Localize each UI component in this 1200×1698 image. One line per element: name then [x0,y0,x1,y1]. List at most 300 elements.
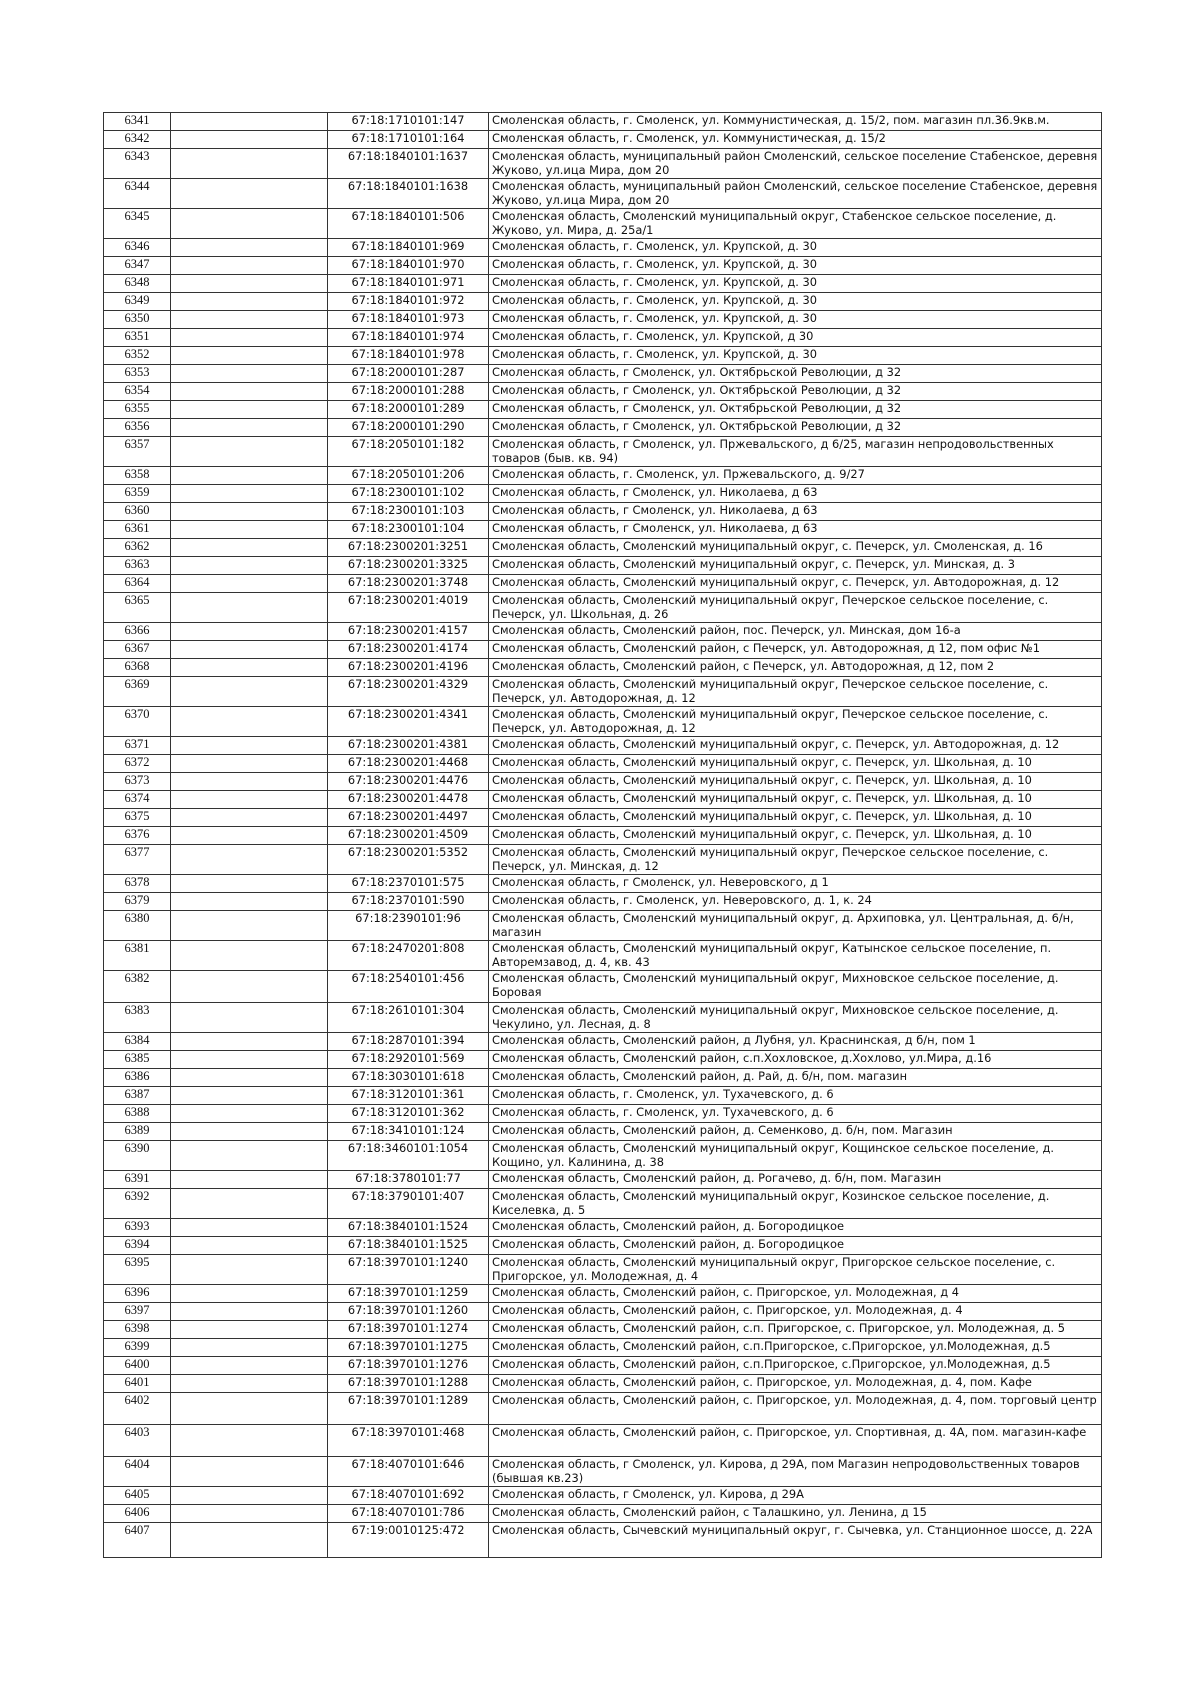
row-number: 6361 [104,521,171,539]
row-number: 6380 [104,911,171,941]
address: Смоленская область, г. Смоленск, ул. Тухачевского, д. 6 [489,1105,1102,1123]
empty-cell [171,179,328,209]
row-number: 6346 [104,239,171,257]
address: Смоленская область, г. Смоленск, ул. Пржевальского, д. 9/27 [489,467,1102,485]
address: Смоленская область, г. Смоленск, ул. Неверовского, д. 1, к. 24 [489,893,1102,911]
cadastral-number: 67:18:2300201:4157 [328,623,489,641]
cadastral-number: 67:18:2300201:4019 [328,593,489,623]
table-row [104,1457,1102,1487]
cadastral-number: 67:18:3970101:468 [328,1425,489,1457]
empty-cell [171,1425,328,1457]
empty-cell [171,467,328,485]
row-number: 6367 [104,641,171,659]
empty-cell [171,1321,328,1339]
table-row [104,257,1102,275]
row-number: 6357 [104,437,171,467]
table-row [104,1123,1102,1141]
cadastral-number: 67:18:2300201:4341 [328,707,489,737]
empty-cell [171,575,328,593]
empty-cell [171,485,328,503]
table-row [104,911,1102,941]
empty-cell [171,659,328,677]
table-row [104,845,1102,875]
empty-cell [171,293,328,311]
table-row [104,893,1102,911]
empty-cell [171,791,328,809]
row-number: 6376 [104,827,171,845]
empty-cell [171,1487,328,1505]
table-row [104,383,1102,401]
empty-cell [171,1051,328,1069]
row-number: 6343 [104,149,171,179]
address: Смоленская область, г. Смоленск, ул. Крупской, д. 30 [489,257,1102,275]
cadastral-number: 67:18:2000101:287 [328,365,489,383]
table-row [104,1393,1102,1425]
table-row [104,557,1102,575]
cadastral-number: 67:18:2300201:3325 [328,557,489,575]
table-row [104,623,1102,641]
table-row [104,1219,1102,1237]
address: Смоленская область, Смоленский муниципальный округ, д. Архиповка, ул. Центральная, д. 6/н, магазин [489,911,1102,941]
address: Смоленская область, Смоленский муниципальный округ, Печерское сельское поселение, с. Печерск, ул. Минская, д. 12 [489,845,1102,875]
row-number: 6348 [104,275,171,293]
row-number: 6355 [104,401,171,419]
cadastral-number: 67:18:2050101:206 [328,467,489,485]
cadastral-number: 67:18:4070101:786 [328,1505,489,1523]
row-number: 6360 [104,503,171,521]
cadastral-number: 67:18:2610101:304 [328,1003,489,1033]
address: Смоленская область, г Смоленск, ул. Октябрьской Революции, д 32 [489,383,1102,401]
table-row [104,1321,1102,1339]
address: Смоленская область, г Смоленск, ул. Октябрьской Революции, д 32 [489,365,1102,383]
empty-cell [171,737,328,755]
address: Смоленская область, г. Смоленск, ул. Крупской, д. 30 [489,311,1102,329]
cadastral-number: 67:18:3120101:361 [328,1087,489,1105]
row-number: 6358 [104,467,171,485]
cadastral-number: 67:18:2300201:5352 [328,845,489,875]
address: Смоленская область, Смоленский муниципальный округ, с. Печерск, ул. Школьная, д. 10 [489,773,1102,791]
table-row [104,659,1102,677]
empty-cell [171,809,328,827]
table-row [104,1237,1102,1255]
cadastral-number: 67:18:1840101:973 [328,311,489,329]
address: Смоленская область, Смоленский район, с. Пригорское, ул. Спортивная, д. 4А, пом. магазин-кафе [489,1425,1102,1457]
row-number: 6403 [104,1425,171,1457]
address: Смоленская область, Смоленский муниципальный округ, с. Печерск, ул. Смоленская, д. 16 [489,539,1102,557]
row-number: 6364 [104,575,171,593]
empty-cell [171,257,328,275]
empty-cell [171,1237,328,1255]
address: Смоленская область, Смоленский район, с.п.Пригорское, с.Пригорское, ул.Молодежная, д.5 [489,1357,1102,1375]
table-row [104,401,1102,419]
cadastral-number: 67:18:2300201:4478 [328,791,489,809]
cadastral-number: 67:18:4070101:646 [328,1457,489,1487]
address: Смоленская область, Сычевский муниципальный округ, г. Сычевка, ул. Станционное шоссе, д. 22А [489,1523,1102,1558]
empty-cell [171,623,328,641]
row-number: 6378 [104,875,171,893]
table-row [104,677,1102,707]
cadastral-number: 67:18:3970101:1289 [328,1393,489,1425]
table-row [104,737,1102,755]
address: Смоленская область, г Смоленск, ул. Николаева, д 63 [489,503,1102,521]
table-row [104,1303,1102,1321]
empty-cell [171,1505,328,1523]
address: Смоленская область, Смоленский муниципальный округ, Катынское сельское поселение, п. Авторемзавод, д. 4, кв. 43 [489,941,1102,971]
address: Смоленская область, г. Смоленск, ул. Коммунистическая, д. 15/2 [489,131,1102,149]
address: Смоленская область, г Смоленск, ул. Николаева, д 63 [489,521,1102,539]
table-row [104,1105,1102,1123]
empty-cell [171,365,328,383]
empty-cell [171,1123,328,1141]
row-number: 6398 [104,1321,171,1339]
address: Смоленская область, Смоленский муниципальный округ, с. Печерск, ул. Минская, д. 3 [489,557,1102,575]
table-row [104,707,1102,737]
empty-cell [171,503,328,521]
cadastral-number: 67:18:2050101:182 [328,437,489,467]
address: Смоленская область, Смоленский район, пос. Печерск, ул. Минская, дом 16-а [489,623,1102,641]
cadastral-number: 67:18:2300201:4497 [328,809,489,827]
cadastral-number: 67:18:1840101:974 [328,329,489,347]
empty-cell [171,1375,328,1393]
table-row [104,1357,1102,1375]
empty-cell [171,239,328,257]
empty-cell [171,707,328,737]
table-row [104,467,1102,485]
address: Смоленская область, Смоленский муниципальный округ, Стабенское сельское поселение, д. Жуково, ул. Мира, д. 25а/1 [489,209,1102,239]
row-number: 6387 [104,1087,171,1105]
address: Смоленская область, Смоленский район, с Талашкино, ул. Ленина, д 15 [489,1505,1102,1523]
empty-cell [171,311,328,329]
cadastral-number: 67:19:0010125:472 [328,1523,489,1558]
table-row [104,941,1102,971]
address: Смоленская область, Смоленский район, д. Богородицкое [489,1237,1102,1255]
address: Смоленская область, г Смоленск, ул. Николаева, д 63 [489,485,1102,503]
empty-cell [171,113,328,131]
row-number: 6385 [104,1051,171,1069]
cadastral-number: 67:18:3840101:1524 [328,1219,489,1237]
row-number: 6356 [104,419,171,437]
address: Смоленская область, Смоленский район, с. Пригорское, ул. Молодежная, д. 4, пом. Кафе [489,1375,1102,1393]
table-row [104,1069,1102,1087]
table-row [104,419,1102,437]
cadastral-number: 67:18:2000101:289 [328,401,489,419]
table-row [104,347,1102,365]
row-number: 6342 [104,131,171,149]
cadastral-number: 67:18:2300201:3251 [328,539,489,557]
row-number: 6389 [104,1123,171,1141]
address: Смоленская область, Смоленский район, с.п.Пригорское, с.Пригорское, ул.Молодежная, д.5 [489,1339,1102,1357]
address: Смоленская область, Смоленский район, с. Пригорское, ул. Молодежная, д. 4 [489,1303,1102,1321]
table-row [104,131,1102,149]
empty-cell [171,1285,328,1303]
empty-cell [171,677,328,707]
cadastral-number: 67:18:3120101:362 [328,1105,489,1123]
table-row [104,1487,1102,1505]
empty-cell [171,131,328,149]
row-number: 6400 [104,1357,171,1375]
table-row [104,1375,1102,1393]
row-number: 6402 [104,1393,171,1425]
row-number: 6388 [104,1105,171,1123]
table-row [104,149,1102,179]
cadastral-number: 67:18:3970101:1276 [328,1357,489,1375]
table-row [104,875,1102,893]
cadastral-number: 67:18:1840101:970 [328,257,489,275]
cadastral-number: 67:18:2300201:4468 [328,755,489,773]
table-row [104,365,1102,383]
table-row [104,539,1102,557]
table-row [104,1141,1102,1171]
address: Смоленская область, Смоленский муниципальный округ, с. Печерск, ул. Автодорожная, д. 12 [489,575,1102,593]
cadastral-number: 67:18:1840101:969 [328,239,489,257]
table-row [104,641,1102,659]
address: Смоленская область, г. Смоленск, ул. Тухачевского, д. 6 [489,1087,1102,1105]
table-row [104,809,1102,827]
row-number: 6384 [104,1033,171,1051]
address: Смоленская область, Смоленский муниципальный округ, Печерское сельское поселение, с. Печерск, ул. Автодорожная, д. 12 [489,707,1102,737]
table-row [104,1087,1102,1105]
cadastral-number: 67:18:2300201:4509 [328,827,489,845]
address: Смоленская область, Смоленский район, д. Рай, д. б/н, пом. магазин [489,1069,1102,1087]
row-number: 6407 [104,1523,171,1558]
address: Смоленская область, Смоленский район, д Лубня, ул. Краснинская, д б/н, пом 1 [489,1033,1102,1051]
table-row [104,521,1102,539]
row-number: 6392 [104,1189,171,1219]
address: Смоленская область, г Смоленск, ул. Пржевальского, д 6/25, магазин непродовольственных товаров (быв. кв. 94) [489,437,1102,467]
address: Смоленская область, Смоленский муниципальный округ, Пригорское сельское поселение, с. Пригорское, ул. Молодежная, д. 4 [489,1255,1102,1285]
row-number: 6377 [104,845,171,875]
address: Смоленская область, Смоленский муниципальный округ, с. Печерск, ул. Школьная, д. 10 [489,791,1102,809]
row-number: 6375 [104,809,171,827]
table-row [104,755,1102,773]
table-row [104,437,1102,467]
address: Смоленская область, муниципальный район Смоленский, сельское поселение Стабенское, деревня Жуково, ул.ица Мира, дом 20 [489,179,1102,209]
row-number: 6368 [104,659,171,677]
cadastral-number: 67:18:2300201:4476 [328,773,489,791]
empty-cell [171,845,328,875]
table-row [104,113,1102,131]
address: Смоленская область, Смоленский муниципальный округ, Михновское сельское поселение, д. Боровая [489,971,1102,1003]
row-number: 6371 [104,737,171,755]
address: Смоленская область, Смоленский муниципальный округ, Печерское сельское поселение, с. Печерск, ул. Школьная, д. 26 [489,593,1102,623]
table-row [104,791,1102,809]
table-row [104,209,1102,239]
row-number: 6352 [104,347,171,365]
row-number: 6344 [104,179,171,209]
row-number: 6399 [104,1339,171,1357]
empty-cell [171,1087,328,1105]
table-row [104,593,1102,623]
address: Смоленская область, Смоленский район, с Печерск, ул. Автодорожная, д 12, пом 2 [489,659,1102,677]
table-row [104,1033,1102,1051]
cadastral-number: 67:18:1840101:506 [328,209,489,239]
row-number: 6350 [104,311,171,329]
empty-cell [171,401,328,419]
row-number: 6397 [104,1303,171,1321]
empty-cell [171,557,328,575]
row-number: 6372 [104,755,171,773]
cadastral-number: 67:18:3790101:407 [328,1189,489,1219]
cadastral-number: 67:18:2920101:569 [328,1051,489,1069]
empty-cell [171,383,328,401]
empty-cell [171,1141,328,1171]
empty-cell [171,1255,328,1285]
table-row [104,773,1102,791]
cadastral-number: 67:18:2300201:3748 [328,575,489,593]
address: Смоленская область, Смоленский муниципальный округ, Печерское сельское поселение, с. Печерск, ул. Автодорожная, д. 12 [489,677,1102,707]
table-row [104,179,1102,209]
cadastral-number: 67:18:1840101:1637 [328,149,489,179]
cadastral-number: 67:18:2870101:394 [328,1033,489,1051]
empty-cell [171,329,328,347]
cadastral-number: 67:18:3030101:618 [328,1069,489,1087]
row-number: 6341 [104,113,171,131]
empty-cell [171,773,328,791]
empty-cell [171,209,328,239]
address: Смоленская область, г Смоленск, ул. Октябрьской Революции, д 32 [489,419,1102,437]
row-number: 6365 [104,593,171,623]
table-row [104,1425,1102,1457]
address: Смоленская область, г. Смоленск, ул. Крупской, д. 30 [489,293,1102,311]
empty-cell [171,911,328,941]
table-row [104,293,1102,311]
cadastral-number: 67:18:2540101:456 [328,971,489,1003]
address: Смоленская область, Смоленский муниципальный округ, Козинское сельское поселение, д. Киселевка, д. 5 [489,1189,1102,1219]
row-number: 6366 [104,623,171,641]
empty-cell [171,1357,328,1375]
empty-cell [171,1003,328,1033]
cadastral-number: 67:18:1840101:1638 [328,179,489,209]
cadastral-number: 67:18:2300101:104 [328,521,489,539]
empty-cell [171,755,328,773]
row-number: 6381 [104,941,171,971]
table-row [104,1051,1102,1069]
registry-rows [104,113,1102,1558]
cadastral-number: 67:18:3970101:1259 [328,1285,489,1303]
row-number: 6396 [104,1285,171,1303]
address: Смоленская область, г. Смоленск, ул. Крупской, д. 30 [489,347,1102,365]
address: Смоленская область, Смоленский район, с. Пригорское, ул. Молодежная, д. 4, пом. торговый центр [489,1393,1102,1425]
row-number: 6405 [104,1487,171,1505]
address: Смоленская область, Смоленский муниципальный округ, Михновское сельское поселение, д. Чекулино, ул. Лесная, д. 8 [489,1003,1102,1033]
table-row [104,311,1102,329]
address: Смоленская область, г. Смоленск, ул. Крупской, д 30 [489,329,1102,347]
cadastral-number: 67:18:1840101:972 [328,293,489,311]
empty-cell [171,1523,328,1558]
row-number: 6386 [104,1069,171,1087]
address: Смоленская область, муниципальный район Смоленский, сельское поселение Стабенское, деревня Жуково, ул.ица Мира, дом 20 [489,149,1102,179]
cadastral-number: 67:18:2390101:96 [328,911,489,941]
cadastral-number: 67:18:2300101:102 [328,485,489,503]
row-number: 6354 [104,383,171,401]
table-row [104,1189,1102,1219]
table-row [104,503,1102,521]
row-number: 6390 [104,1141,171,1171]
row-number: 6394 [104,1237,171,1255]
address: Смоленская область, г Смоленск, ул. Неверовского, д 1 [489,875,1102,893]
row-number: 6382 [104,971,171,1003]
row-number: 6353 [104,365,171,383]
cadastral-number: 67:18:3410101:124 [328,1123,489,1141]
row-number: 6373 [104,773,171,791]
address: Смоленская область, г. Смоленск, ул. Крупской, д. 30 [489,275,1102,293]
cadastral-number: 67:18:2000101:290 [328,419,489,437]
table-row [104,1003,1102,1033]
row-number: 6395 [104,1255,171,1285]
cadastral-number: 67:18:2470201:808 [328,941,489,971]
row-number: 6406 [104,1505,171,1523]
row-number: 6349 [104,293,171,311]
cadastral-number: 67:18:1710101:164 [328,131,489,149]
cadastral-number: 67:18:2370101:590 [328,893,489,911]
empty-cell [171,593,328,623]
address: Смоленская область, Смоленский район, с.п.Хохловское, д.Хохлово, ул.Мира, д.16 [489,1051,1102,1069]
table-row [104,575,1102,593]
row-number: 6369 [104,677,171,707]
empty-cell [171,1069,328,1087]
row-number: 6393 [104,1219,171,1237]
row-number: 6363 [104,557,171,575]
empty-cell [171,539,328,557]
empty-cell [171,641,328,659]
address: Смоленская область, Смоленский район, д. Богородицкое [489,1219,1102,1237]
empty-cell [171,1219,328,1237]
row-number: 6391 [104,1171,171,1189]
table-row [104,1339,1102,1357]
cadastral-number: 67:18:3970101:1240 [328,1255,489,1285]
empty-cell [171,1303,328,1321]
address: Смоленская область, Смоленский муниципальный округ, с. Печерск, ул. Школьная, д. 10 [489,755,1102,773]
empty-cell [171,275,328,293]
cadastral-number: 67:18:2300201:4381 [328,737,489,755]
empty-cell [171,437,328,467]
cadastral-number: 67:18:3970101:1275 [328,1339,489,1357]
cadastral-number: 67:18:3970101:1274 [328,1321,489,1339]
empty-cell [171,347,328,365]
table-row [104,275,1102,293]
row-number: 6401 [104,1375,171,1393]
cadastral-number: 67:18:2000101:288 [328,383,489,401]
table-row [104,329,1102,347]
cadastral-number: 67:18:3780101:77 [328,1171,489,1189]
address: Смоленская область, Смоленский район, с Печерск, ул. Автодорожная, д 12, пом офис №1 [489,641,1102,659]
cadastral-number: 67:18:1710101:147 [328,113,489,131]
address: Смоленская область, Смоленский район, д. Рогачево, д. б/н, пом. Магазин [489,1171,1102,1189]
empty-cell [171,827,328,845]
table-row [104,1505,1102,1523]
empty-cell [171,1339,328,1357]
table-row [104,827,1102,845]
empty-cell [171,1457,328,1487]
row-number: 6347 [104,257,171,275]
address: Смоленская область, г Смоленск, ул. Октябрьской Революции, д 32 [489,401,1102,419]
empty-cell [171,875,328,893]
row-number: 6362 [104,539,171,557]
row-number: 6351 [104,329,171,347]
row-number: 6370 [104,707,171,737]
cadastral-number: 67:18:2300201:4174 [328,641,489,659]
cadastral-number: 67:18:2370101:575 [328,875,489,893]
cadastral-number: 67:18:3970101:1260 [328,1303,489,1321]
empty-cell [171,1189,328,1219]
table-row [104,1285,1102,1303]
cadastral-number: 67:18:3970101:1288 [328,1375,489,1393]
address: Смоленская область, г. Смоленск, ул. Крупской, д. 30 [489,239,1102,257]
table-row [104,1255,1102,1285]
address: Смоленская область, г Смоленск, ул. Кирова, д 29А, пом Магазин непродовольственных товаров (бывшая кв.23) [489,1457,1102,1487]
cadastral-number: 67:18:2300201:4329 [328,677,489,707]
address: Смоленская область, Смоленский район, д. Семенково, д. б/н, пом. Магазин [489,1123,1102,1141]
